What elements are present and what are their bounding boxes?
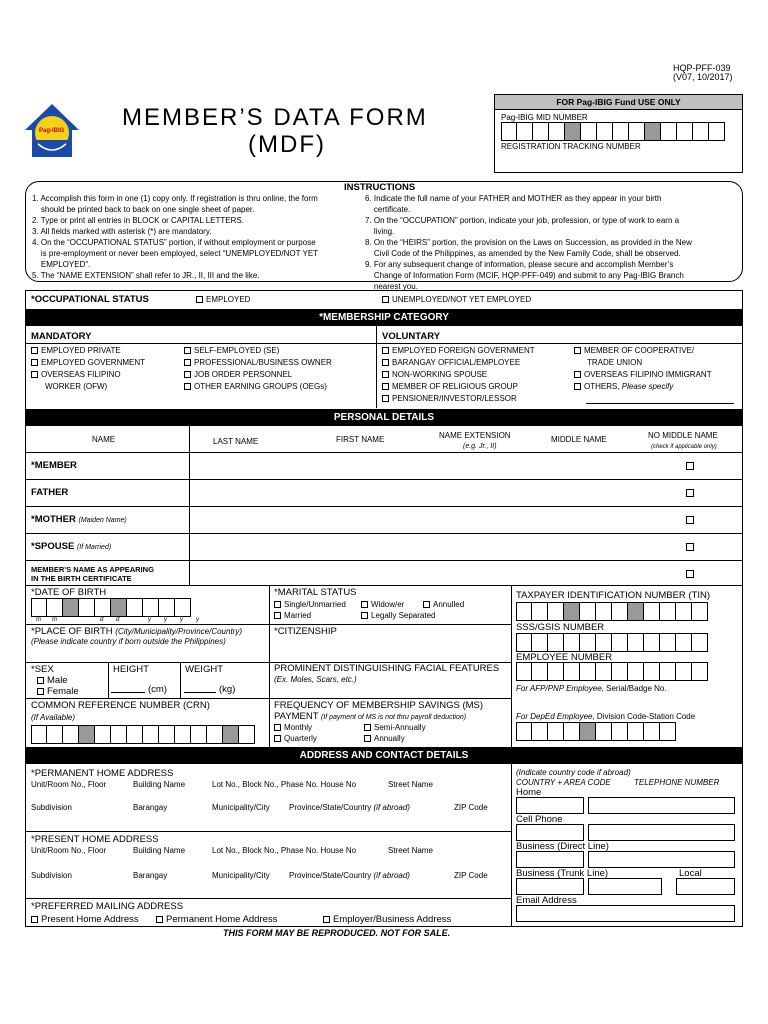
tin-label: TAXPAYER IDENTIFICATION NUMBER (TIN)	[516, 590, 711, 601]
form-title-sub: (MDF)	[248, 131, 326, 158]
cell-area-code-field[interactable]	[516, 824, 584, 841]
dob-format: m m d d y y y y	[36, 617, 199, 623]
form-title: MEMBER’S DATA FORM	[122, 104, 428, 131]
spouse-row-label: *SPOUSE (If Married)	[31, 541, 112, 552]
mandatory-col2	[184, 345, 332, 393]
marital-married[interactable]: Married	[274, 610, 311, 621]
option-oegs[interactable]: OTHER EARNING GROUPS (OEGs)	[184, 381, 332, 393]
permanent-address-line2-field[interactable]	[28, 813, 508, 831]
email-label: Email Address	[516, 895, 577, 906]
home-phone-label: Home	[516, 787, 542, 798]
option-job-order[interactable]: JOB ORDER PERSONNEL	[184, 369, 332, 381]
voluntary-col1	[382, 345, 535, 405]
sex-female[interactable]: Female	[37, 686, 79, 697]
header-name: NAME	[92, 435, 116, 444]
mailing-address-label: *PREFERRED MAILING ADDRESS	[31, 901, 184, 912]
mailing-employer[interactable]: Employer/Business Address	[323, 914, 451, 925]
present-address-label: *PRESENT HOME ADDRESS	[31, 834, 159, 845]
sex-label: *SEX	[31, 664, 54, 675]
marital-annulled[interactable]: Annulled	[423, 599, 464, 610]
logo-text: Pag-IBIG	[39, 128, 65, 134]
country-code-note: (Indicate country code if abroad)	[516, 768, 631, 777]
mandatory-col1: EMPLOYED PRIVATE EMPLOYED GOVERNMENT OVERSEAS FILIPINO WORKER (OFW)	[31, 345, 145, 393]
voluntary-col2: MEMBER OF COOPERATIVE/ TRADE UNION OVERSEAS FILIPINO IMMIGRANT OTHERS, Please specify	[574, 345, 712, 393]
pob-field[interactable]	[30, 646, 268, 661]
option-self-employed[interactable]: SELF-EMPLOYED (SE)	[184, 345, 332, 357]
freq-monthly[interactable]: Monthly	[274, 722, 312, 733]
freq-quarterly[interactable]: Quarterly	[274, 733, 317, 744]
spouse-name-field[interactable]	[190, 534, 670, 559]
business-trunk-area-code-field[interactable]	[516, 878, 584, 895]
business-trunk-phone-field[interactable]	[588, 878, 662, 895]
marital-separated[interactable]: Legally Separated	[361, 610, 436, 621]
footer-note: THIS FORM MAY BE REPRODUCED. NOT FOR SALE.	[223, 928, 451, 938]
present-address-line1-field[interactable]	[28, 856, 508, 868]
crn-label: COMMON REFERENCE NUMBER (CRN)	[31, 700, 210, 711]
home-area-code-field[interactable]	[516, 797, 584, 814]
citizenship-field[interactable]	[272, 638, 508, 661]
freq-annually[interactable]: Annually	[364, 733, 405, 744]
option-professional[interactable]: PROFESSIONAL/BUSINESS OWNER	[184, 357, 332, 369]
weight-field[interactable]	[184, 692, 216, 693]
spouse-no-middle-checkbox[interactable]	[686, 543, 694, 551]
marital-widow[interactable]: Widow/er	[361, 599, 404, 610]
employee-number-boxes[interactable]	[516, 662, 708, 681]
option-cooperative[interactable]: MEMBER OF COOPERATIVE/	[574, 345, 712, 357]
country-area-code-header: COUNTRY + AREA CODE	[516, 778, 611, 787]
business-trunk-label: Business (Trunk Line)	[516, 868, 609, 879]
email-field[interactable]	[516, 905, 735, 922]
cell-phone-field[interactable]	[588, 824, 735, 841]
business-direct-phone-field[interactable]	[588, 851, 735, 868]
deped-boxes[interactable]	[516, 722, 676, 741]
ms-frequency-label: FREQUENCY OF MEMBERSHIP SAVINGS (MS)	[274, 700, 484, 711]
father-row-label: FATHER	[31, 487, 69, 498]
employed-option[interactable]: EMPLOYED	[196, 294, 250, 305]
pagibig-logo	[22, 100, 82, 160]
mother-no-middle-checkbox[interactable]	[686, 516, 694, 524]
payment-label: PAYMENT (If payment of MS is not thru payroll deduction)	[274, 711, 467, 722]
telephone-number-header: TELEPHONE NUMBER	[634, 778, 720, 787]
option-non-working-spouse[interactable]: NON-WORKING SPOUSE	[382, 369, 535, 381]
mid-label: Pag-IBIG MID NUMBER	[501, 113, 588, 122]
instructions-right: 6. Indicate the full name of your FATHER and MOTHER as they appear in your birth certificate. 7. On the “OCCUPATION” portion, indicate your job, profession, or type of work to earn a living. 8. On the “HEIRS” portion, the provision on the Laws on Succession, as provided in the New Civil Code of the Philippines, as amended by the New Family Code, shall be observed. 9. For any subsequent change of information, please secure and accomplish Member’s Change of Information Form (MCIF, HQP-PFF-049) and submit to any Pag-IBIG Branch nearest you.	[365, 194, 692, 291]
option-pensioner[interactable]: PENSIONER/INVESTOR/LESSOR	[382, 393, 535, 405]
option-foreign-gov[interactable]: EMPLOYED FOREIGN GOVERNMENT	[382, 345, 535, 357]
employee-number-label: EMPLOYEE NUMBER	[516, 652, 613, 663]
permanent-address-label: *PERMANENT HOME ADDRESS	[31, 768, 174, 779]
business-direct-area-code-field[interactable]	[516, 851, 584, 868]
father-no-middle-checkbox[interactable]	[686, 489, 694, 497]
sss-label: SSS/GSIS NUMBER	[516, 622, 605, 633]
rtn-label: REGISTRATION TRACKING NUMBER	[501, 142, 641, 151]
unemployed-option[interactable]: UNEMPLOYED/NOT YET EMPLOYED	[382, 294, 531, 305]
form-code: HQP-PFF-039	[673, 63, 731, 73]
birth-no-middle-checkbox[interactable]	[686, 570, 694, 578]
marital-single[interactable]: Single/Unmarried	[274, 599, 346, 610]
birth-name-label: MEMBER'S NAME AS APPEARING	[31, 565, 154, 574]
mandatory-label: MANDATORY	[31, 331, 92, 342]
option-barangay[interactable]: BARANGAY OFFICIAL/EMPLOYEE	[382, 357, 535, 369]
voluntary-label: VOLUNTARY	[382, 331, 441, 342]
weight-label: WEIGHT	[185, 664, 223, 675]
option-immigrant[interactable]: OVERSEAS FILIPINO IMMIGRANT	[574, 369, 712, 381]
cell-phone-label: Cell Phone	[516, 814, 563, 825]
mailing-permanent[interactable]: Permanent Home Address	[156, 914, 277, 925]
others-specify-line[interactable]	[586, 403, 734, 404]
facial-features-label: PROMINENT DISTINGUISHING FACIAL FEATURES	[274, 663, 500, 674]
height-label: HEIGHT	[113, 664, 149, 675]
permanent-address-line1-field[interactable]	[28, 789, 508, 801]
mailing-present[interactable]: Present Home Address	[31, 914, 139, 925]
fund-use-box	[494, 94, 743, 173]
marital-status-label: *MARITAL STATUS	[274, 587, 357, 598]
height-field[interactable]	[111, 692, 145, 693]
father-name-field[interactable]	[190, 480, 670, 505]
header-last-name: LAST NAME	[213, 437, 259, 446]
deped-label: For DepEd Employee, Division Code-Station Code	[516, 712, 696, 721]
mother-row-label: *MOTHER (Maiden Name)	[31, 514, 127, 525]
home-phone-field[interactable]	[588, 797, 735, 814]
freq-semi-annually[interactable]: Semi-Annually	[364, 722, 426, 733]
personal-details-bar: PERSONAL DETAILS	[25, 409, 743, 426]
option-others[interactable]: OTHERS, Please specify	[574, 381, 712, 393]
facial-features-field[interactable]	[272, 684, 508, 698]
afp-field[interactable]	[514, 694, 740, 708]
option-employed-private[interactable]: EMPLOYED PRIVATE	[31, 345, 145, 357]
instructions-title: INSTRUCTIONS	[344, 182, 416, 193]
option-ofw[interactable]: OVERSEAS FILIPINO	[31, 369, 145, 381]
member-no-middle-checkbox[interactable]	[686, 462, 694, 470]
dob-label: *DATE OF BIRTH	[31, 587, 107, 598]
present-address-line2-field[interactable]	[28, 881, 508, 898]
mother-name-field[interactable]	[190, 507, 670, 532]
occupational-status-label: *OCCUPATIONAL STATUS	[31, 294, 149, 305]
form-version: (V07, 10/2017)	[673, 72, 733, 82]
header-middle-name: MIDDLE NAME	[551, 435, 607, 444]
mid-number-boxes[interactable]	[501, 122, 725, 141]
afp-label: For AFP/PNP Employee, Serial/Badge No.	[516, 684, 667, 693]
crn-boxes[interactable]	[31, 725, 255, 744]
sex-male[interactable]: Male	[37, 675, 68, 686]
member-name-field[interactable]	[190, 453, 670, 478]
citizenship-label: *CITIZENSHIP	[274, 626, 337, 637]
birth-name-field[interactable]	[190, 561, 670, 585]
tin-boxes[interactable]	[516, 602, 708, 621]
business-direct-label: Business (Direct Line)	[516, 841, 609, 852]
header-no-middle-name: NO MIDDLE NAME	[648, 431, 718, 440]
sss-boxes[interactable]	[516, 633, 708, 652]
fund-use-header: FOR Pag-IBIG Fund USE ONLY	[495, 95, 742, 110]
option-employed-government[interactable]: EMPLOYED GOVERNMENT	[31, 357, 145, 369]
header-first-name: FIRST NAME	[336, 435, 385, 444]
pob-label: *PLACE OF BIRTH (City/Municipality/Province/Country)	[31, 626, 242, 637]
membership-category-bar: *MEMBERSHIP CATEGORY	[25, 309, 743, 326]
local-number-field[interactable]	[676, 878, 735, 895]
checkbox-icon[interactable]	[196, 296, 203, 303]
checkbox-icon[interactable]	[382, 296, 389, 303]
member-row-label: *MEMBER	[31, 460, 77, 471]
address-contact-bar: ADDRESS AND CONTACT DETAILS	[25, 747, 743, 764]
header-name-extension: NAME EXTENSION	[439, 431, 511, 440]
instructions-left: 1. Accomplish this form in one (1) copy only. If registration is thru online, the form should be printed back to back on one single sheet of paper. 2. Type or print all entries in BLOCK or CAPITAL LETTERS. 3. All fields marked with asterisk (*) are mandatory. 4. On the “OCCUPATIONAL STATUS” portion, if without employment or purpose is pre-employment or never been employed, select “UNEMPLOYED/NOT YET EMPLOYED”. 5. The “NAME EXTENSION” shall refer to JR., II, III and the like.	[32, 194, 319, 280]
option-religious[interactable]: MEMBER OF RELIGIOUS GROUP	[382, 381, 535, 393]
local-label: Local	[679, 868, 702, 879]
